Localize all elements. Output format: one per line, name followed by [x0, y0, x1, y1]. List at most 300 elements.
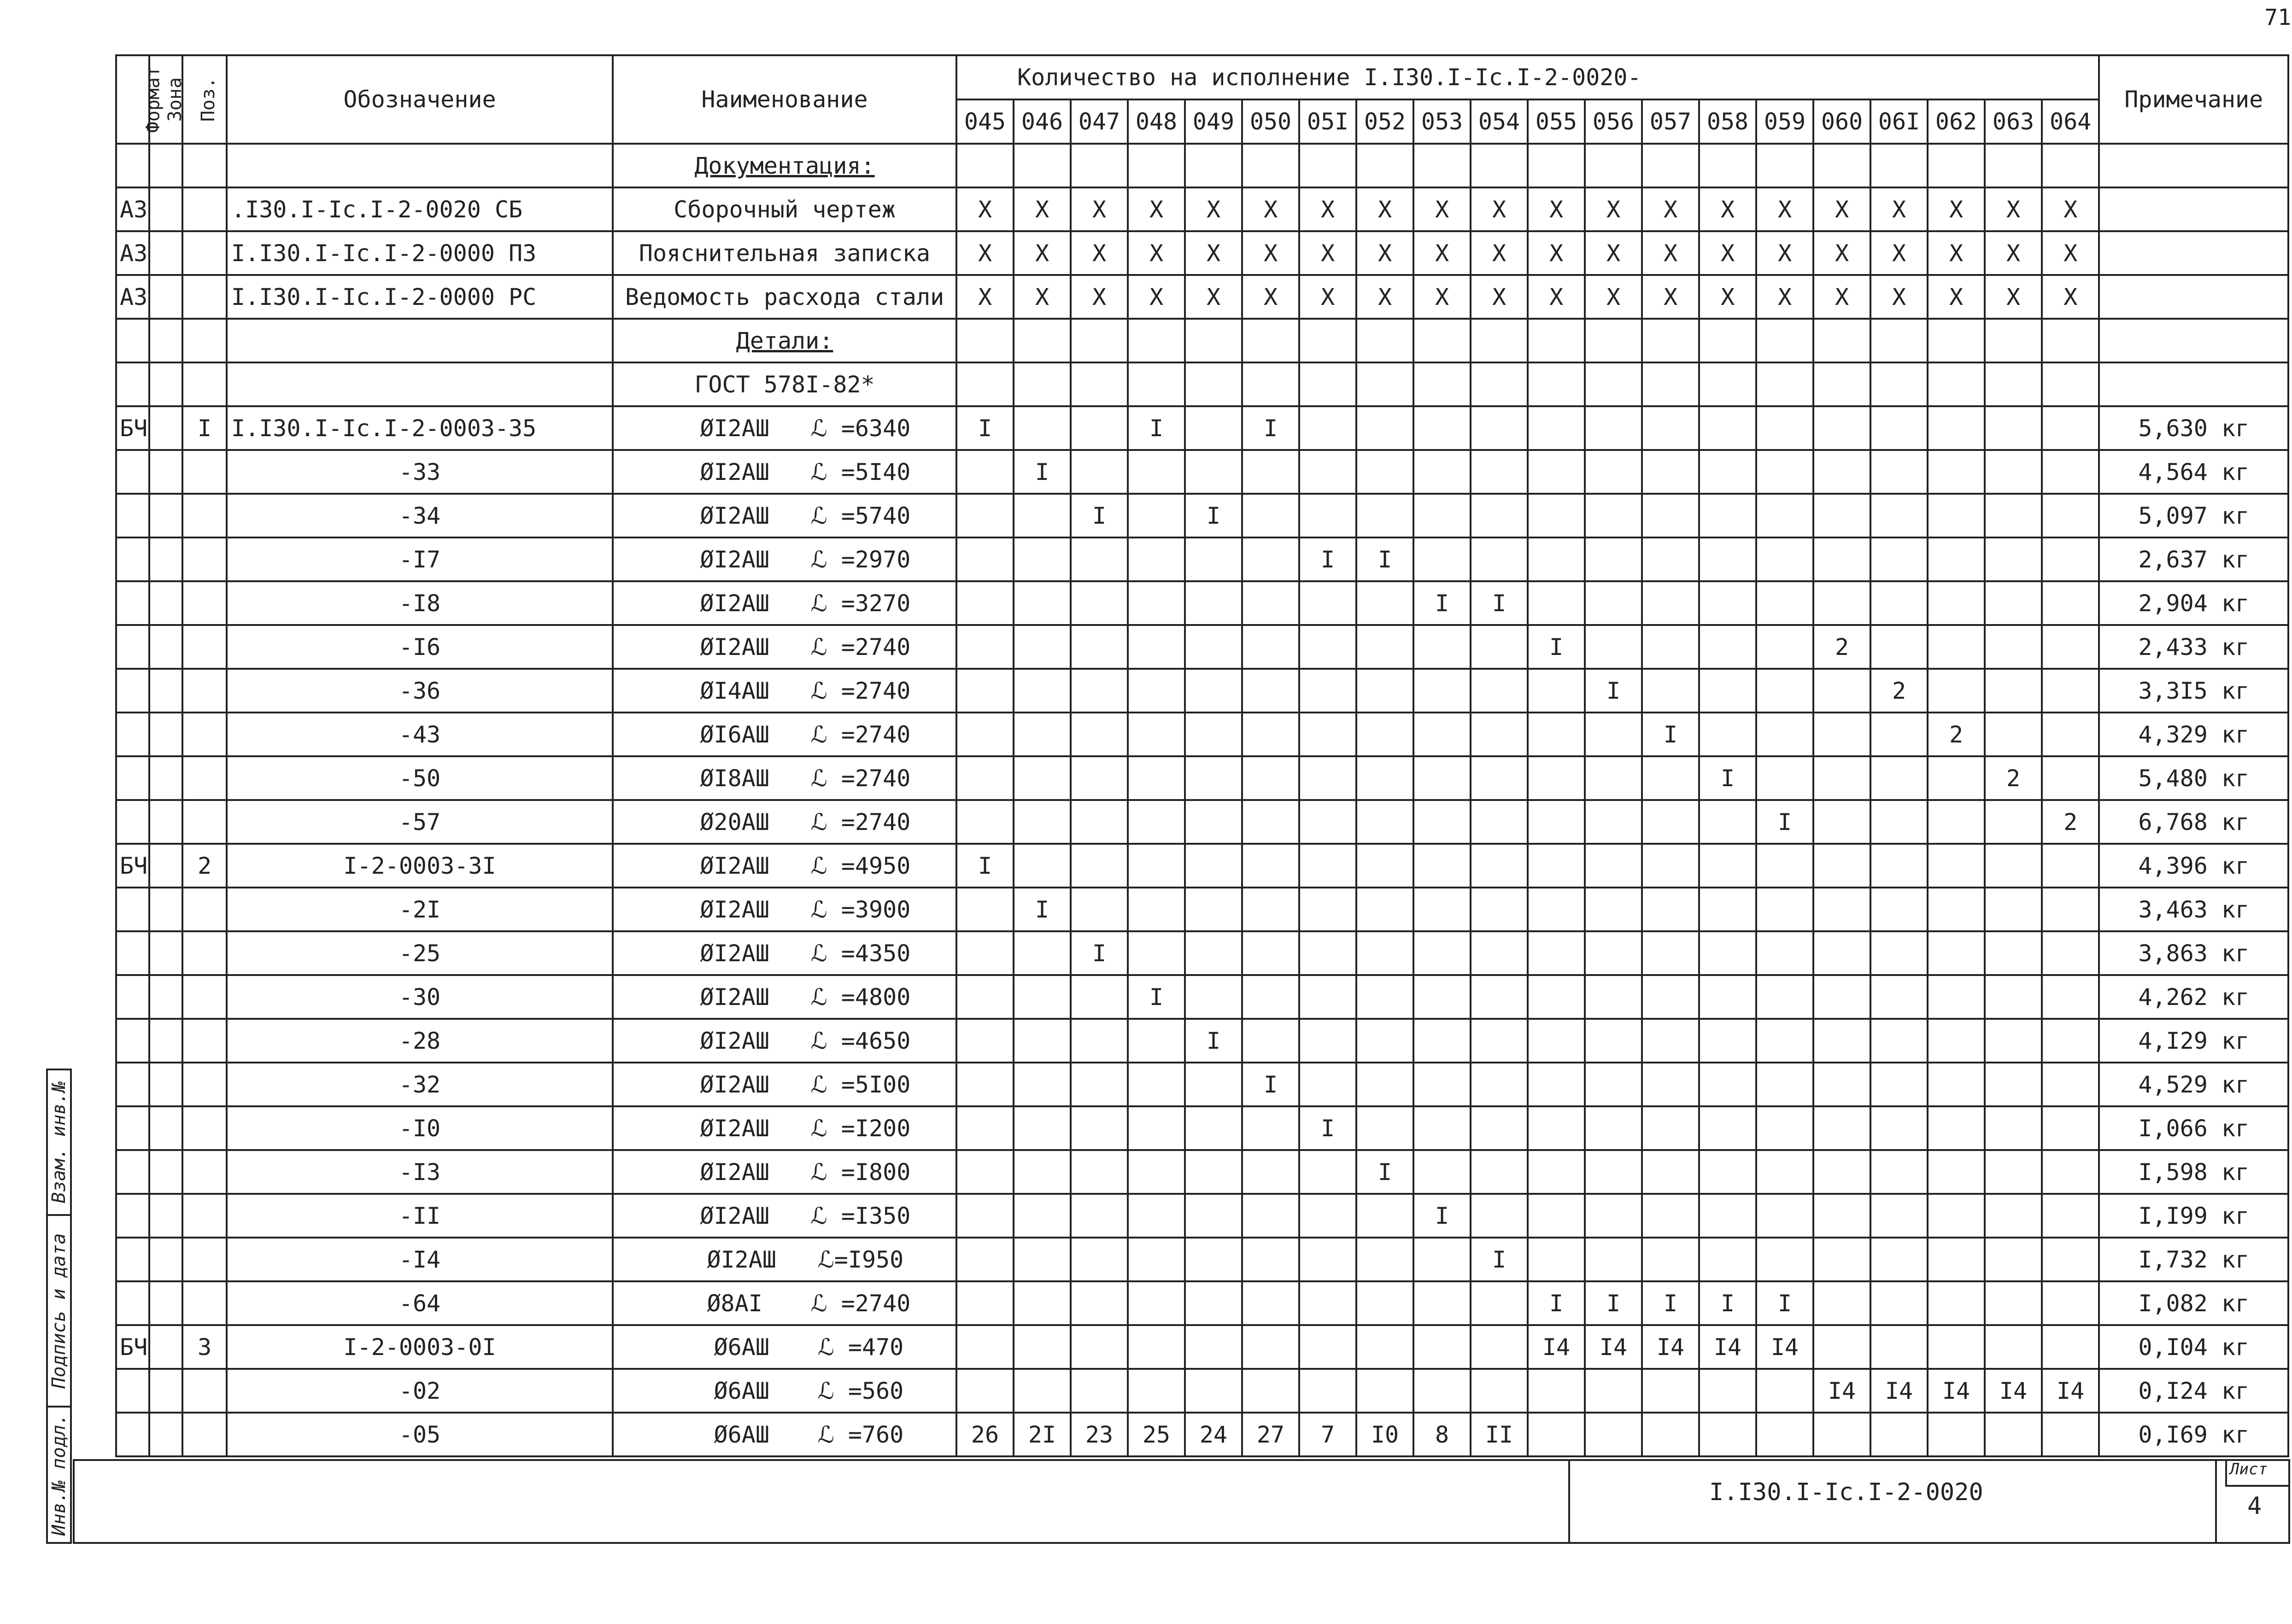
designation-cell: I.I30.I-Ic.I-2-0000 ПЗ	[227, 231, 613, 275]
qty-cell	[956, 362, 1014, 406]
qty-cell	[1128, 1063, 1185, 1106]
qty-cell	[1242, 1194, 1299, 1238]
table-row	[116, 231, 2288, 275]
header-variant: 054	[1471, 99, 1528, 144]
qty-cell	[1813, 713, 1870, 756]
format-cell	[116, 1369, 149, 1413]
designation-cell: I.I30.I-Ic.I-2-0003-35	[227, 406, 613, 450]
position-cell	[182, 231, 227, 275]
qty-cell	[1985, 625, 2042, 669]
qty-cell	[1813, 1194, 1870, 1238]
qty-cell	[1185, 1106, 1242, 1150]
name-cell	[613, 1325, 956, 1369]
qty-cell	[1928, 144, 1985, 187]
empty-cell	[182, 319, 227, 362]
qty-cell	[1071, 1369, 1128, 1413]
qty-cell	[1299, 581, 1356, 625]
zone-cell	[149, 1194, 182, 1238]
designation-cell: .I30.I-Ic.I-2-0020 СБ	[227, 187, 613, 231]
qty-cell: 27	[1242, 1413, 1299, 1456]
length-text: ℒ =4650	[810, 1027, 911, 1054]
qty-cell	[1242, 1238, 1299, 1281]
format-cell: А3	[116, 187, 149, 231]
qty-cell	[1870, 537, 1928, 581]
qty-cell: I4	[1528, 1325, 1585, 1369]
qty-cell	[1528, 450, 1585, 494]
page-number: 71	[2264, 5, 2291, 30]
qty-cell	[1128, 1369, 1185, 1413]
qty-cell: 2	[1985, 756, 2042, 800]
qty-cell	[1014, 581, 1071, 625]
zone-cell	[149, 1413, 182, 1456]
qty-cell	[1870, 406, 1928, 450]
qty-cell	[1928, 406, 1985, 450]
qty-cell	[1642, 669, 1699, 713]
qty-cell	[1699, 1238, 1756, 1281]
qty-cell	[1071, 1019, 1128, 1063]
table-row	[116, 713, 2288, 756]
qty-cell	[1071, 1194, 1128, 1238]
qty-cell	[1471, 1150, 1528, 1194]
qty-cell	[1699, 669, 1756, 713]
position-cell	[182, 713, 227, 756]
header-variant: 064	[2042, 99, 2099, 144]
qty-cell	[1356, 625, 1413, 669]
qty-cell	[1471, 1281, 1528, 1325]
qty-cell	[1528, 975, 1585, 1019]
qty-cell	[1813, 1150, 1870, 1194]
qty-cell: X	[1699, 275, 1756, 319]
qty-cell	[1585, 494, 1642, 537]
qty-cell	[2042, 581, 2099, 625]
qty-cell	[1185, 931, 1242, 975]
length-text: ℒ =I350	[810, 1202, 911, 1229]
designation-cell: -33	[227, 450, 613, 494]
qty-cell	[1813, 1413, 1870, 1456]
header-pos	[182, 55, 227, 144]
qty-cell	[1813, 931, 1870, 975]
qty-cell	[1642, 1106, 1699, 1150]
qty-cell	[1699, 1413, 1756, 1456]
designation-cell: -I0	[227, 1106, 613, 1150]
qty-cell	[1699, 713, 1756, 756]
table-row	[116, 275, 2288, 319]
qty-cell	[1242, 1281, 1299, 1325]
qty-cell: X	[1870, 187, 1928, 231]
qty-cell	[1528, 844, 1585, 888]
qty-cell: X	[1699, 231, 1756, 275]
qty-cell	[1356, 931, 1413, 975]
qty-cell	[1528, 1019, 1585, 1063]
name-cell	[613, 1019, 956, 1063]
qty-cell	[1242, 1106, 1299, 1150]
qty-cell	[1585, 362, 1642, 406]
qty-cell	[1356, 844, 1413, 888]
qty-cell	[956, 756, 1014, 800]
length-text: ℒ =4950	[810, 852, 911, 879]
qty-cell: 24	[1185, 1413, 1242, 1456]
qty-cell	[1813, 669, 1870, 713]
qty-cell: X	[1642, 231, 1699, 275]
qty-cell	[1185, 1238, 1242, 1281]
qty-cell	[1870, 931, 1928, 975]
qty-cell	[1071, 362, 1128, 406]
qty-cell: 2	[1870, 669, 1928, 713]
note-cell: I,598 кг	[2099, 1150, 2288, 1194]
qty-cell: 23	[1071, 1413, 1128, 1456]
format-cell	[116, 1150, 149, 1194]
length-text: ℒ =5I40	[810, 458, 911, 485]
qty-cell	[1471, 1106, 1528, 1150]
qty-cell	[1985, 669, 2042, 713]
qty-cell	[1585, 1238, 1642, 1281]
qty-cell	[1699, 1369, 1756, 1413]
qty-cell	[1071, 625, 1128, 669]
name-text: ØI2AШ	[707, 1246, 776, 1273]
qty-cell	[956, 144, 1014, 187]
qty-cell	[1528, 888, 1585, 931]
position-cell	[182, 1413, 227, 1456]
length-text: ℒ =470	[817, 1333, 904, 1361]
qty-cell	[1185, 450, 1242, 494]
designation-cell: -II	[227, 1194, 613, 1238]
qty-cell	[1870, 494, 1928, 537]
qty-cell	[956, 975, 1014, 1019]
note-cell: 3,3I5 кг	[2099, 669, 2288, 713]
qty-cell: X	[2042, 187, 2099, 231]
qty-cell: X	[1756, 275, 1813, 319]
zone-cell	[149, 1150, 182, 1194]
qty-cell: I	[1756, 800, 1813, 844]
name-text: ØI2AШ	[700, 1027, 769, 1054]
zone-cell	[149, 931, 182, 975]
qty-cell	[1242, 800, 1299, 844]
qty-cell	[956, 581, 1014, 625]
format-cell	[116, 975, 149, 1019]
name-cell	[613, 756, 956, 800]
designation-cell: -50	[227, 756, 613, 800]
note-cell: 4,329 кг	[2099, 713, 2288, 756]
qty-cell	[1242, 581, 1299, 625]
qty-cell	[956, 1106, 1014, 1150]
table-row	[116, 187, 2288, 231]
qty-cell: X	[1813, 187, 1870, 231]
length-text: ℒ =2740	[810, 721, 911, 748]
side-label-inv-orig: Инв.№ подл.	[46, 1406, 72, 1544]
qty-cell	[956, 537, 1014, 581]
qty-cell: X	[1413, 275, 1471, 319]
table-row	[116, 581, 2288, 625]
position-cell	[182, 1238, 227, 1281]
qty-cell	[1071, 669, 1128, 713]
zone-cell	[149, 844, 182, 888]
length-text: ℒ =560	[817, 1377, 904, 1404]
qty-cell	[1928, 888, 1985, 931]
qty-cell	[1471, 144, 1528, 187]
qty-cell	[1471, 713, 1528, 756]
table-row	[116, 1150, 2288, 1194]
qty-cell	[1699, 144, 1756, 187]
qty-cell	[1985, 494, 2042, 537]
qty-cell	[1699, 537, 1756, 581]
qty-cell: 2I	[1014, 1413, 1071, 1456]
qty-cell	[1813, 494, 1870, 537]
qty-cell: I	[1014, 450, 1071, 494]
name-text: Ø8AI	[707, 1290, 762, 1317]
position-cell	[182, 1019, 227, 1063]
name-text: ØI2AШ	[700, 415, 769, 442]
qty-cell	[1928, 537, 1985, 581]
qty-cell	[1585, 1194, 1642, 1238]
qty-cell	[1699, 1063, 1756, 1106]
qty-cell	[1642, 756, 1699, 800]
qty-cell	[1985, 450, 2042, 494]
length-text: ℒ =6340	[810, 415, 911, 442]
designation-cell: I.I30.I-Ic.I-2-0000 РС	[227, 275, 613, 319]
name-text: ØI2AШ	[700, 940, 769, 967]
note-cell: 5,480 кг	[2099, 756, 2288, 800]
designation-cell: I-2-0003-0I	[227, 1325, 613, 1369]
qty-cell	[1756, 406, 1813, 450]
qty-cell	[1128, 669, 1185, 713]
header-variant: 049	[1185, 99, 1242, 144]
qty-cell: 2	[1813, 625, 1870, 669]
header-designation: Обозначение	[227, 55, 613, 144]
qty-cell	[1756, 450, 1813, 494]
qty-cell	[2042, 450, 2099, 494]
length-text: ℒ =2740	[810, 633, 911, 660]
qty-cell	[1928, 975, 1985, 1019]
qty-cell	[1014, 1281, 1071, 1325]
qty-cell	[1413, 1325, 1471, 1369]
header-variant: 048	[1128, 99, 1185, 144]
qty-cell	[1813, 756, 1870, 800]
qty-cell	[1128, 450, 1185, 494]
qty-cell	[2042, 362, 2099, 406]
format-cell	[116, 931, 149, 975]
qty-cell	[1413, 537, 1471, 581]
table-row	[116, 800, 2288, 844]
position-cell	[182, 1063, 227, 1106]
qty-cell	[1356, 406, 1413, 450]
qty-cell	[1014, 713, 1071, 756]
qty-cell	[1014, 1238, 1071, 1281]
table-row	[116, 1063, 2288, 1106]
header-variant: 052	[1356, 99, 1413, 144]
qty-cell	[1985, 319, 2042, 362]
qty-cell	[1585, 625, 1642, 669]
qty-cell	[2042, 1063, 2099, 1106]
name-cell	[613, 669, 956, 713]
qty-cell	[1528, 494, 1585, 537]
qty-cell	[1071, 1063, 1128, 1106]
qty-cell	[1356, 144, 1413, 187]
qty-cell	[1014, 1106, 1071, 1150]
note-cell: 0,I24 кг	[2099, 1369, 2288, 1413]
section-heading: Документация:	[613, 144, 956, 187]
qty-cell	[1870, 756, 1928, 800]
qty-cell	[1642, 144, 1699, 187]
header-variant: 056	[1585, 99, 1642, 144]
qty-cell: I	[1413, 1194, 1471, 1238]
qty-cell	[1413, 406, 1471, 450]
zone-cell	[149, 1281, 182, 1325]
name-text: Ø6AШ	[714, 1421, 769, 1448]
zone-cell	[149, 669, 182, 713]
designation-cell: -25	[227, 931, 613, 975]
qty-cell	[2042, 625, 2099, 669]
qty-cell	[1642, 1063, 1699, 1106]
qty-cell	[1528, 537, 1585, 581]
qty-cell	[1471, 669, 1528, 713]
qty-cell	[1185, 581, 1242, 625]
note-cell	[2099, 231, 2288, 275]
designation-cell: -02	[227, 1369, 613, 1413]
qty-cell	[1471, 800, 1528, 844]
qty-cell	[1985, 1063, 2042, 1106]
qty-cell	[1014, 1369, 1071, 1413]
position-cell	[182, 888, 227, 931]
qty-cell	[1299, 975, 1356, 1019]
qty-cell	[1128, 1325, 1185, 1369]
format-cell	[116, 1019, 149, 1063]
qty-cell: X	[1699, 187, 1756, 231]
qty-cell	[1185, 1063, 1242, 1106]
qty-cell	[2042, 406, 2099, 450]
name-cell	[613, 1194, 956, 1238]
qty-cell: X	[1985, 275, 2042, 319]
qty-cell	[1699, 975, 1756, 1019]
qty-cell	[1756, 362, 1813, 406]
name-text: ØI2AШ	[700, 590, 769, 617]
qty-cell	[1299, 1238, 1356, 1281]
name-text: ØI2AШ	[700, 546, 769, 573]
header-variant: 063	[1985, 99, 2042, 144]
qty-cell	[1870, 1238, 1928, 1281]
note-cell: 4,396 кг	[2099, 844, 2288, 888]
name-cell	[613, 1369, 956, 1413]
qty-cell	[1642, 450, 1699, 494]
name-cell	[613, 888, 956, 931]
qty-cell	[1585, 888, 1642, 931]
qty-cell: X	[1185, 275, 1242, 319]
name-cell	[613, 494, 956, 537]
qty-cell: X	[1585, 231, 1642, 275]
qty-cell	[2042, 1325, 2099, 1369]
zone-cell	[149, 1369, 182, 1413]
qty-cell	[1928, 669, 1985, 713]
empty-cell	[116, 319, 149, 362]
qty-cell	[1756, 625, 1813, 669]
qty-cell	[1014, 669, 1071, 713]
qty-cell: X	[956, 231, 1014, 275]
qty-cell	[1756, 494, 1813, 537]
name-text: Ø6AШ	[714, 1333, 769, 1361]
designation-cell: -I4	[227, 1238, 613, 1281]
qty-cell	[1299, 844, 1356, 888]
qty-cell	[1928, 494, 1985, 537]
qty-cell: I	[956, 844, 1014, 888]
qty-cell	[1185, 1369, 1242, 1413]
qty-cell	[1870, 319, 1928, 362]
qty-cell	[1528, 713, 1585, 756]
qty-cell	[1471, 494, 1528, 537]
qty-cell: I4	[1756, 1325, 1813, 1369]
note-cell: I,I99 кг	[2099, 1194, 2288, 1238]
qty-cell	[2042, 756, 2099, 800]
qty-cell: I	[1356, 1150, 1413, 1194]
qty-cell	[1413, 1238, 1471, 1281]
qty-cell	[1413, 1106, 1471, 1150]
qty-cell	[1071, 844, 1128, 888]
qty-cell	[1356, 1369, 1413, 1413]
qty-cell	[1813, 1106, 1870, 1150]
qty-cell	[1128, 581, 1185, 625]
qty-cell	[1413, 931, 1471, 975]
qty-cell	[1699, 888, 1756, 931]
qty-cell	[1014, 1194, 1071, 1238]
qty-cell: I	[1642, 1281, 1699, 1325]
zone-cell	[149, 231, 182, 275]
qty-cell	[1756, 975, 1813, 1019]
header-variant: 059	[1756, 99, 1813, 144]
qty-cell	[1528, 1106, 1585, 1150]
qty-cell	[1985, 1194, 2042, 1238]
qty-cell	[1242, 362, 1299, 406]
qty-cell	[1985, 1238, 2042, 1281]
qty-cell	[1756, 1019, 1813, 1063]
qty-cell	[1642, 537, 1699, 581]
position-cell	[182, 1106, 227, 1150]
header-variant: 062	[1928, 99, 1985, 144]
qty-cell	[1642, 975, 1699, 1019]
qty-cell	[956, 669, 1014, 713]
format-cell	[116, 581, 149, 625]
qty-cell	[1014, 362, 1071, 406]
qty-cell	[1242, 669, 1299, 713]
length-text: ℒ =760	[817, 1421, 904, 1448]
qty-cell	[1299, 1150, 1356, 1194]
qty-cell	[1014, 406, 1071, 450]
zone-cell	[149, 1325, 182, 1369]
qty-cell	[1299, 1194, 1356, 1238]
qty-cell: X	[1928, 275, 1985, 319]
name-text: ØI2AШ	[700, 1158, 769, 1186]
name-cell	[613, 275, 956, 319]
qty-cell	[1756, 844, 1813, 888]
note-cell	[2099, 319, 2288, 362]
length-text: ℒ =2740	[810, 677, 911, 704]
name-text: ØI2AШ	[700, 1115, 769, 1142]
qty-cell: 2	[1928, 713, 1985, 756]
qty-cell	[1585, 800, 1642, 844]
qty-cell	[1528, 1194, 1585, 1238]
name-cell	[613, 231, 956, 275]
qty-cell	[1813, 975, 1870, 1019]
qty-cell	[1071, 888, 1128, 931]
qty-cell	[2042, 975, 2099, 1019]
header-pos-text: Поз.	[198, 77, 219, 122]
name-text: ØI2AШ	[700, 983, 769, 1011]
position-cell: I	[182, 406, 227, 450]
note-cell: 5,097 кг	[2099, 494, 2288, 537]
qty-cell	[956, 713, 1014, 756]
format-cell: БЧ	[116, 844, 149, 888]
zone-cell	[149, 494, 182, 537]
qty-cell	[1014, 1019, 1071, 1063]
qty-cell	[1870, 975, 1928, 1019]
name-cell	[613, 1063, 956, 1106]
